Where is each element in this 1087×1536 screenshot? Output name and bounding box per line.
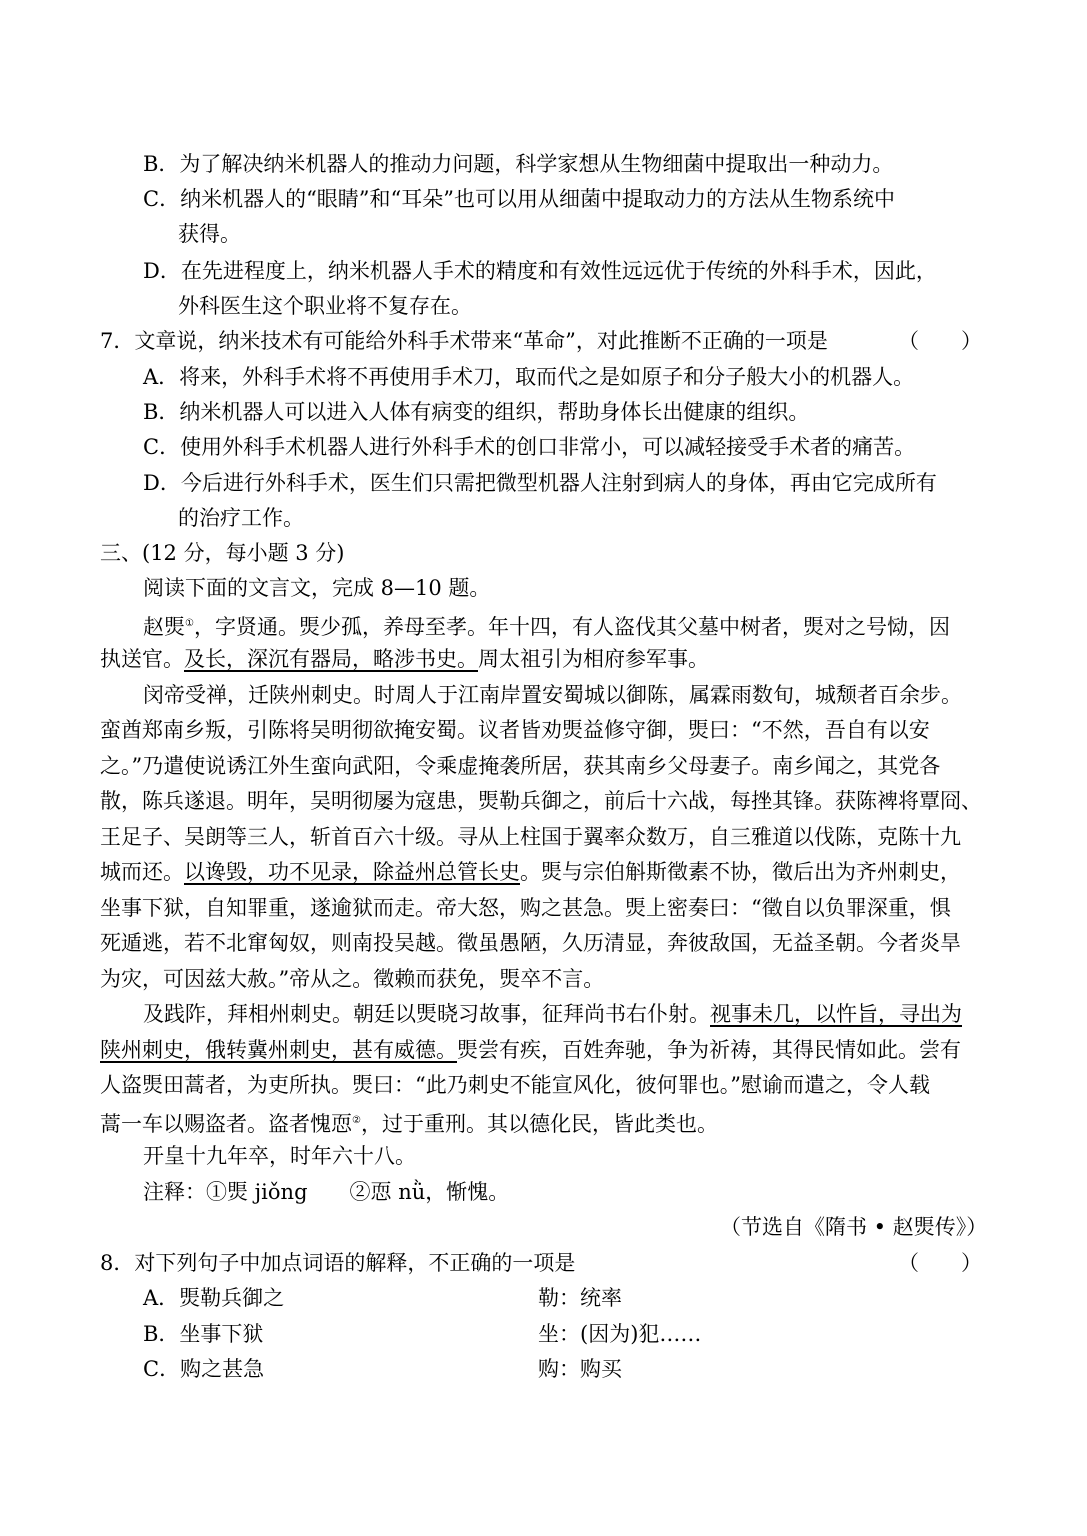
passage-p1-line2 (100, 644, 709, 674)
q7-option-c: C．使用外科手术机器人进行外科手术的创口非常小，可以减轻接受手术者的痛苦。 (143, 435, 916, 459)
q8-option-b: B．坐事下狱 (143, 1322, 264, 1346)
q6-option-d-line1: D．在先进程度上，纳米机器人手术的精度和有效性远远优于传统的外科手术，因此， (143, 259, 937, 283)
passage-p1-line1 (143, 609, 950, 642)
passage-p4: 开皇十九年卒，时年六十八。 (143, 1144, 416, 1168)
passage-p2-line2: 蛮酋郑南乡叛，引陈将吴明彻欲掩安蜀。议者皆劝煚益修守御，煚曰：“不然，吾自有以安 (100, 718, 930, 742)
q6-option-c-line1: C．纳米机器人的“眼睛”和“耳朵”也可以用从细菌中提取动力的方法从生物系统中 (143, 187, 896, 211)
passage-text: 蒿一车以赐盗者。盗者愧恧 (100, 1112, 352, 1136)
q8-option-c: C．购之甚急 (143, 1357, 265, 1381)
passage-p3-line3: 人盗煚田蒿者，为吏所执。煚曰：“此乃刺史不能宣风化，彼何罪也。”慰谕而遣之，令人载 (100, 1073, 930, 1097)
passage-p2-line1: 闵帝受禅，迁陕州刺史。时周人于江南岸置安蜀城以御陈，属霖雨数旬，城颓者百余步。 (143, 683, 962, 707)
q8-option-b-gloss: 坐：(因为)犯…… (538, 1322, 702, 1346)
q6-option-b: B．为了解决纳米机器人的推动力问题，科学家想从生物细菌中提取出一种动力。 (143, 152, 894, 176)
underlined-sentence: 以谗毁，功不见录，除益州总管长史 (184, 860, 520, 884)
passage-text: 周太祖引为相府参军事。 (478, 647, 709, 671)
passage-p3-line2 (100, 1035, 961, 1065)
q8-option-c-gloss: 购：购买 (538, 1357, 622, 1381)
passage-p3-line4 (100, 1106, 718, 1139)
underlined-sentence: 陕州刺史，俄转冀州刺史，甚有威德。 (100, 1038, 457, 1062)
underlined-sentence: 视事未几，以忤旨，寻出为 (710, 1002, 962, 1026)
passage-text: 执送官。 (100, 647, 184, 671)
passage-text: 城而还。 (100, 860, 184, 884)
passage-p2-line8: 死遁逃，若不北窜匈奴，则南投吴越。徵虽愚陋，久历清显，奔彼敌国，无益圣朝。今者炎旱 (100, 931, 961, 955)
footnote-mark: ① (185, 618, 194, 629)
section-instruction: 阅读下面的文言文，完成 8—10 题。 (143, 576, 491, 600)
q8-stem: 8．对下列句子中加点词语的解释，不正确的一项是 (100, 1251, 576, 1275)
passage-text: 赵煚 (143, 615, 185, 639)
q6-option-c-line2: 获得。 (178, 222, 241, 246)
section-heading: 三、(12 分，每小题 3 分) (100, 541, 345, 565)
passage-p2-line7: 坐事下狱，自知罪重，遂逾狱而走。帝大怒，购之甚急。煚上密奏曰：“徵自以负罪深重，惧 (100, 896, 951, 920)
underlined-sentence: 及长，深沉有器局，略涉书史。 (184, 647, 478, 671)
passage-text: 煚尝有疾，百姓奔驰，争为祈祷，其得民情如此。尝有 (457, 1038, 961, 1062)
passage-p2-line3: 之。”乃遣使说诱江外生蛮向武阳，令乘虚掩袭所居，获其南乡父母妻子。南乡闻之，其党各 (100, 754, 941, 778)
q7-option-a: A．将来，外科手术将不再使用手术刀，取而代之是如原子和分子般大小的机器人。 (143, 365, 915, 389)
q7-stem: 7．文章说，纳米技术有可能给外科手术带来“革命”，对此推断不正确的一项是 (100, 329, 828, 353)
q8-answer-paren: （ ） (898, 1251, 982, 1275)
q6-option-d-line2: 外科医生这个职业将不复存在。 (178, 294, 472, 318)
q7-option-d-line1: D．今后进行外科手术，医生们只需把微型机器人注射到病人的身体，再由它完成所有 (143, 471, 937, 495)
passage-p2-line6 (100, 857, 961, 887)
footnote-mark: ② (352, 1115, 361, 1126)
q8-option-a-gloss: 勒：统率 (538, 1286, 622, 1310)
passage-text: 及践阼，拜相州刺史。朝廷以煚晓习故事，征拜尚书右仆射。 (143, 1002, 710, 1026)
passage-text: 。煚与宗伯斛斯徵素不协，徵后出为齐州刺史， (520, 860, 961, 884)
q7-option-d-line2: 的治疗工作。 (178, 506, 304, 530)
passage-text: ，字贤通。煚少孤，养母至孝。年十四，有人盗伐其父墓中树者，煚对之号恸，因 (193, 615, 950, 639)
passage-p3-line1 (143, 999, 962, 1029)
q7-option-b: B．纳米机器人可以进入人体有病变的组织，帮助身体长出健康的组织。 (143, 400, 810, 424)
q7-answer-paren: （ ） (898, 329, 982, 353)
passage-p2-line5: 王足子、吴朗等三人，斩首百六十级。寻从上柱国于翼率众数万，自三雅道以伐陈，克陈十九 (100, 825, 961, 849)
passage-p2-line4: 散，陈兵遂退。明年，吴明彻屡为寇患，煚勒兵御之，前后十六战，每挫其锋。获陈裨将覃冏、 (100, 789, 982, 813)
passage-p2-line9: 为灾，可因兹大赦。”帝从之。徵赖而获免，煚卒不言。 (100, 967, 605, 991)
passage-text: ，过于重刑。其以德化民，皆此类也。 (360, 1112, 718, 1136)
passage-notes: 注释：①煚 jiǒng ②恧 nǜ，惭愧。 (143, 1180, 510, 1204)
passage-source: （节选自《隋书 • 赵煚传》） (720, 1215, 988, 1239)
q8-option-a: A．煚勒兵御之 (143, 1286, 285, 1310)
